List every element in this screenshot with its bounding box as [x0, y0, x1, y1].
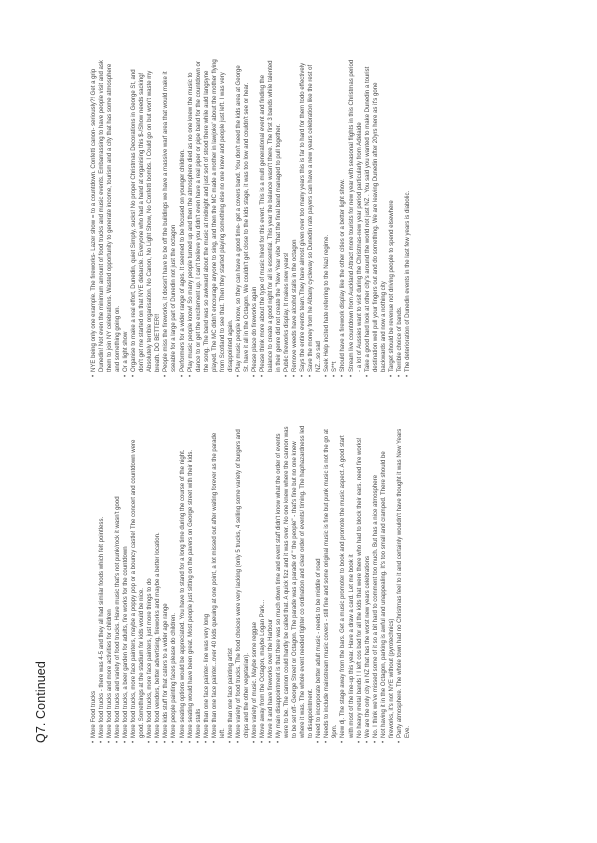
response-item: • Save the money from he Albany cycleway so Dunedin rate payers can have a new years celebration like the rest of NZ...so sad: [307, 59, 323, 377]
response-item: • Stream live countdown from Auckland Attract more tourists for new year with seasonal flights in this Christmas period - a lot of Aussies want to visit during the Christmas-new year period particularly from Adelaide: [348, 59, 364, 377]
response-item: • The deterioration of Dunedin events in the last few years is diabolic.: [404, 59, 412, 377]
response-item: • More than one face painter- line was very long: [203, 425, 211, 743]
page-heading: Q7. Continued: [34, 661, 48, 743]
response-item: • More than one face painting artist: [227, 425, 235, 743]
response-item: • More food trucks - there was 4-5 and they all had similar foods which felt pointless.: [98, 425, 106, 743]
response-item: • Not having it in the Octagon, parking is awful and unappealing. It's too small and cramped. There should be fireworks, it's not NYE without (pyrotechnics): [380, 425, 396, 743]
response-item: • More variety of music. Maybe some reggae: [251, 425, 259, 743]
response-item: • Remove weeds have alcohol stalls in the octagon: [291, 59, 299, 377]
response-item: • Organise to make a real effort, Dunedin, quiet Simply, sucks! No proper Christmas Decorations in George St, and don't get me started on that NYE debarcle. Everyone who had a hand at organising this $-/Show needs sacking! Absolutely terrible organisation. No Canon, No Light Show, No Confetti bombs. I Could go on but won't waste my breath. DO BETTER!!: [130, 59, 162, 377]
right-column-list: [90, 59, 412, 377]
response-item: • More food trucks and more activities for children: [106, 425, 114, 743]
response-item: • People miss the fireworks, it doesn't have to be off the buildings we have a massive warf area that would make it sseable for a large part of Dunedin not just the octagon: [162, 59, 178, 377]
response-item: • Says the entire events team.They have almost given over too many years this is far to hard for them todo effectively: [299, 59, 307, 377]
left-column-list: [90, 425, 412, 743]
response-item: • My main disappointment is that there was so much down time and event staff didn't know what the order of events were to be. The cannon could hardly be called that. A quick fizz and it was over. No one knew where the cannon was to be set off- George Street or Octagon. The parade was a parade of " the people" - that's fine but no one knew where it was. The whole event needed tighter co ordination and clear order of events/ timing. The haphazardness led to disappointment.: [275, 425, 315, 743]
response-item: • Need to incorporate better adult music - needs to be middle of road: [315, 425, 323, 743]
response-item: • Move away from the Octagon, maybe Logan Park...: [259, 425, 267, 743]
response-item: • More kids stuff for that caters to a wider age range: [162, 425, 170, 743]
response-item: • Performers for a wider range of ages. It seemed to be focused on younger children.: [179, 59, 187, 377]
response-item: • Play music people know, so they can have a good time- get a covers band. You don't need the kids area at George St. have it all in the Octagon. We couldn't get close to the kids stage, it was too low and couldn't see or hear.: [235, 59, 251, 377]
response-item: • Or a light show: [122, 59, 130, 377]
response-item: • More than one face painter...over 40 kids queuing at one point, a lot missed out after waiting forever as the parade left.: [211, 425, 227, 743]
response-item: • Seek Help incited hate referring to the Nazi regime.: [323, 59, 331, 377]
response-item: • More food vendors, better advertising, fireworks and maybe a better location.: [154, 425, 162, 743]
response-item: • Take a good hard look at other city's around the world not just NZ . You said you wanted to make Dunedin a tourist destination well pull your fingers out and do something. We are leaving Dunedin after 20yrs here as it's gone backwards and now a nothing city: [364, 59, 388, 377]
response-item: • More food trucks, more face painters, just more things to do: [146, 425, 154, 743]
response-item: • Should have a firework display like the other cities or a better light show.: [339, 59, 347, 377]
response-item: • Play music people know! So many people turned up and then the atmosphere died as no one knew the music to dance to or get the excitement up. I can't believe you didn't even have a real piper or pipe band for the countdown or the song. The band was so awkward about the music at midnight and just sort of stood there while auld langsyne played. The MC didn't encourage anyone to sing, and then the MC made a mother in lawjoke' about the mother flying from Scotland to see that. Then they started playing something else no one knew and people just left. I was very disappointed again.: [187, 59, 235, 377]
response-item: • NYE being only one example. The fireworks- Lazer show = to a countdown. Confetti canon- seriously?! Get a grip Dunedin! Not even the minimum amount of food trucks and music events. Embarrassing to have people visit and ask them to join NY celebrations. Wasted opportunity to generate income, tourism and a city that has some atmosphere and something going on.: [90, 59, 122, 377]
response-item: • We are the only city in NZ that has the worst new years celebrations: [364, 425, 372, 743]
response-item: • More people painting faces please do children.: [170, 425, 178, 743]
response-item: • More stalls: [195, 425, 203, 743]
response-item: • More seating would have been great. Most people just sitting on the pavers on George street with their kids.: [187, 425, 195, 743]
response-item: • Needs to include mainstream music covers - still fine and some original music is fine but punk music is not the go at 9pm.: [323, 425, 339, 743]
response-item: • Please think more about the type of music hired for this event. This is a multi generational event and finding the balance to create a good night for all is essential. This year the balance wasn't there. The first 3 bands while talented in their genre did not create the "New Year vibe "that the final band managed to pull together.: [259, 59, 283, 377]
response-item: • More food trucks and variety of food trucks. Have music that's not punk/rock it wasn't good: [114, 425, 122, 743]
response-item: • Target should be revenue not driving people to spend elsewhere: [388, 59, 396, 377]
response-item: • No. I think we've missed some of it so a bit hard to comment too much. But has a nice atmosphere: [372, 425, 380, 743]
response-item: • More variety of food trucks. The food choices were very lacking (only 5 trucks, 4 selling some variety of burgers and chips and the other vegetarian).: [235, 425, 251, 743]
response-item: • More food trucks, more face painters, maybe a poppy pop or a bouncy castle! The concert and countdown were good. Somethings at the stadium for kids would be nice.: [130, 425, 146, 743]
response-item: • More seating options would be appreciated. You have to stand for a long time during the course of the night.: [179, 425, 187, 743]
response-item: • Move it and have fireworks over the Harbour: [267, 425, 275, 743]
response-item: • No heavy metal bands ! I left cos bad for all the kids that were there who had to block their ears. need fire works!: [356, 425, 364, 743]
response-item: • S**t: [331, 59, 339, 377]
response-item: • New dj. The stage away from the bars. Get a music promoter to book and promote the music aspect. A good start with most of the line-up this year. Have a draw a card. Let me book it: [339, 425, 355, 743]
response-item: • Terrible choice of bands.: [396, 59, 404, 377]
response-item: • Please place do fireworks again: [251, 59, 259, 377]
response-item: • More Food trucks: [90, 425, 98, 743]
response-item: • Party atmosphere. The whole town had no Christmas feel to it and certainly wouldn't have thought it was New Years Eve.: [396, 425, 412, 743]
response-item: • More food trucks, a beer garden for adults, fire works for the countdown: [122, 425, 130, 743]
response-item: • Public fireworks display. It makes new years!: [283, 59, 291, 377]
